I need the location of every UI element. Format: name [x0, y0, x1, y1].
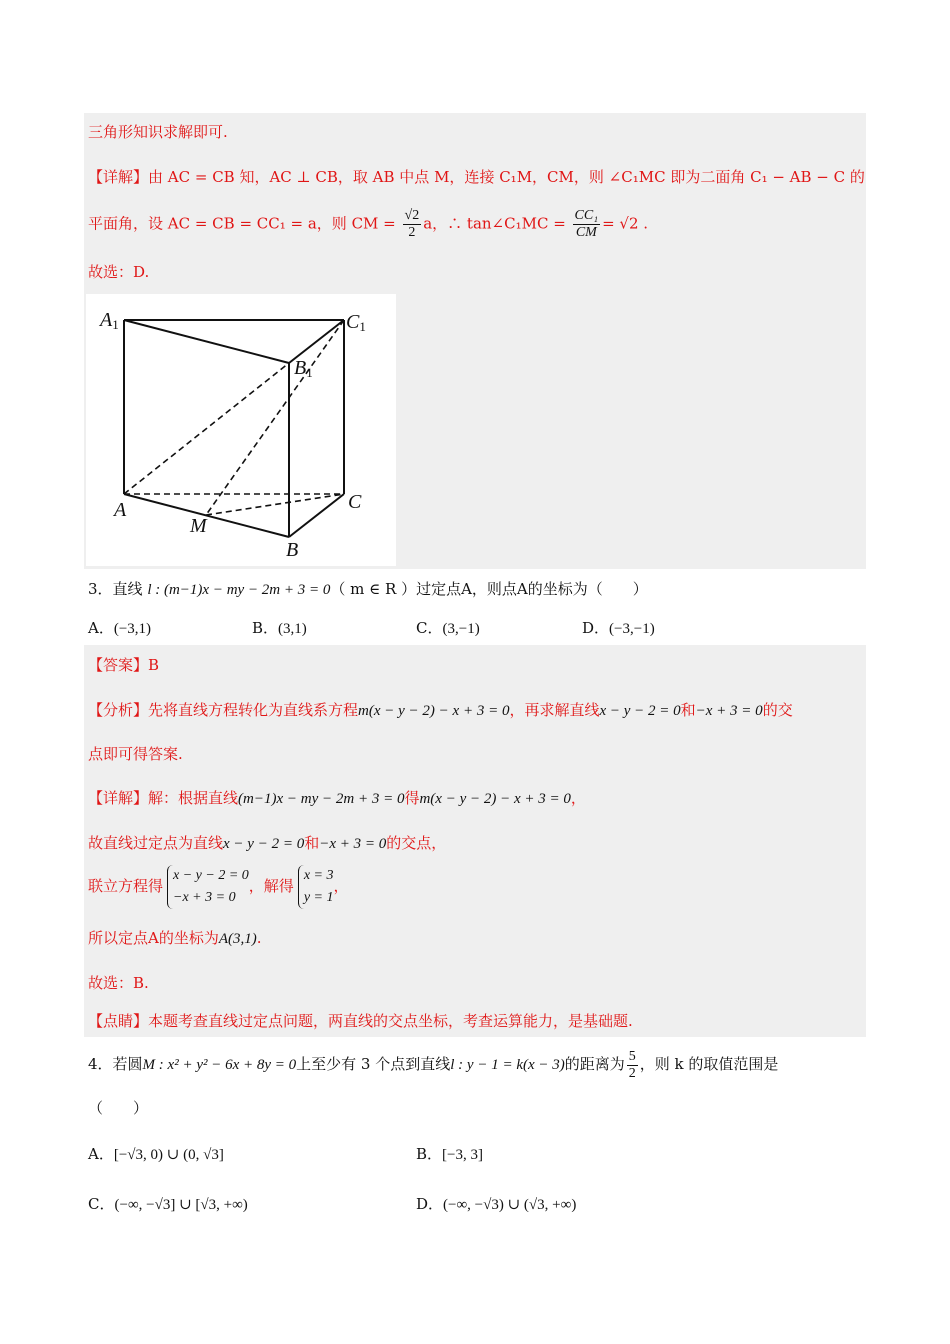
q3-detail-line2 — [88, 832, 446, 855]
q3-answer — [88, 654, 159, 676]
detail-text: 解：根据直线 — [148, 789, 239, 807]
q4-stem-text: （ ） — [88, 1099, 149, 1117]
system-row: y = 1 — [303, 890, 334, 905]
detail-text: 由 AC = CB 知，AC ⊥ CB，取 AB 中点 M，连接 C₁M，CM，则 ∠C₁MC 即为二面角 C₁ − AB − C 的 — [148, 168, 865, 186]
q3-option-d[interactable] — [582, 617, 655, 640]
option-label: B． — [252, 619, 279, 637]
detail-text: 得 — [404, 789, 420, 807]
fraction-numerator: √2 — [404, 208, 420, 223]
q3-analysis-line1 — [88, 699, 793, 722]
option-value: (−∞, −√3] ∪ [√3, +∞) — [114, 1197, 248, 1213]
analysis-math: −x + 3 = 0 — [695, 703, 763, 719]
q4-line-equation: l : y − 1 = k(x − 3) — [450, 1057, 565, 1073]
option-value: (−∞, −√3) ∪ (√3, +∞) — [443, 1197, 577, 1213]
fraction-denominator: CM — [575, 225, 597, 240]
analysis-text: 和 — [680, 701, 696, 719]
analysis-text: 先将直线方程转化为直线系方程 — [148, 701, 359, 719]
detail-text: ，解得 — [248, 877, 294, 895]
equation-system-1 — [167, 865, 249, 909]
detail-text: 和 — [304, 834, 320, 852]
q3-detail-line1 — [88, 787, 586, 810]
detail-tag: 【详解】 — [88, 168, 149, 186]
fraction-denominator: 2 — [408, 225, 416, 240]
q3-analysis-line2 — [88, 743, 183, 765]
q3-stem-c: （ m ∈ R ）过定点A，则点A的坐标为（ ） — [330, 580, 648, 598]
fraction — [403, 208, 422, 241]
option-value: [−√3, 0) ∪ (0, √3] — [113, 1147, 224, 1163]
q3-option-b[interactable] — [252, 617, 307, 640]
q3-stem — [88, 578, 648, 601]
analysis-text: 的交 — [762, 701, 793, 719]
answer-value: B — [148, 656, 160, 674]
solution-text-line — [88, 121, 228, 143]
q3-comment — [88, 1010, 633, 1032]
detail-text: a，∴ tan∠C₁MC = — [423, 214, 571, 233]
fraction-numerator: CC₁ — [574, 208, 599, 223]
label-m: M — [190, 515, 207, 537]
q4-option-d[interactable] — [416, 1193, 576, 1216]
q4-stem-line1 — [88, 1044, 778, 1085]
label-a: A — [114, 499, 127, 521]
q3-option-a[interactable] — [88, 617, 151, 640]
detail-text: ， — [333, 877, 349, 895]
detail-text: = √2 . — [602, 214, 649, 233]
q4-circle-equation: M : x² + y² − 6x + 8y = 0 — [142, 1057, 297, 1073]
comment-tag: 【点睛】 — [88, 1012, 149, 1030]
option-label: C． — [88, 1195, 115, 1213]
analysis-text: 点即可得答案. — [88, 745, 183, 763]
fraction-denominator: 2 — [628, 1065, 636, 1081]
solution-detail-line2 — [88, 208, 648, 241]
q4-stem-line2 — [88, 1097, 148, 1119]
detail-tag: 【详解】 — [88, 789, 149, 807]
label-b: B — [286, 539, 299, 561]
choice-text: 故选：D. — [88, 263, 150, 281]
q3-choice — [88, 972, 149, 994]
option-label: C． — [416, 619, 443, 637]
q4-option-b[interactable] — [416, 1143, 483, 1166]
fraction — [627, 1049, 638, 1082]
option-label: A． — [88, 619, 114, 637]
option-value: (−3,−1) — [609, 621, 655, 637]
q4-option-a[interactable] — [88, 1143, 224, 1166]
detail-text: ， — [570, 789, 586, 807]
detail-math: (m−1)x − my − 2m + 3 = 0 — [238, 791, 405, 807]
detail-text: 所以定点A的坐标为 — [88, 929, 219, 947]
option-value: (3,−1) — [442, 621, 480, 637]
answer-tag: 【答案】 — [88, 656, 149, 674]
option-value: (3,1) — [278, 621, 307, 637]
option-label: D． — [416, 1195, 444, 1213]
q4-stem-text: 4．若圆 — [88, 1055, 143, 1073]
system-row: −x + 3 = 0 — [173, 890, 236, 905]
detail-text: . — [256, 929, 262, 947]
analysis-math: m(x − y − 2) − x + 3 = 0 — [358, 703, 510, 719]
q3-stem-a: 3．直线 — [88, 580, 148, 598]
q3-equation: l : (m−1)x − my − 2m + 3 = 0 — [147, 582, 331, 598]
option-value: (−3,1) — [113, 621, 152, 637]
q4-stem-text: ，则 k 的取值范围是 — [639, 1055, 779, 1073]
detail-math: x − y − 2 = 0 — [223, 836, 305, 852]
detail-text: 平面角，设 AC = CB = CC₁ = a，则 CM = — [88, 214, 401, 233]
q4-stem-text: 上至少有 3 个点到直线 — [296, 1055, 451, 1073]
solution-choice — [88, 261, 149, 283]
label-b1: B1 — [294, 357, 313, 380]
prism-figure — [86, 294, 396, 566]
label-c1: C1 — [346, 311, 366, 334]
detail-text: 联立方程得 — [88, 877, 164, 895]
q4-option-c[interactable] — [88, 1193, 248, 1216]
q3-detail-line3 — [88, 862, 349, 910]
option-label: A． — [88, 1145, 114, 1163]
detail-math: −x + 3 = 0 — [319, 836, 387, 852]
detail-text: 故直线过定点为直线 — [88, 834, 224, 852]
analysis-text: ，再求解直线 — [509, 701, 600, 719]
q4-stem-text: 的距离为 — [564, 1055, 625, 1073]
edge-m-c-dashed — [206, 494, 344, 515]
label-c: C — [348, 491, 362, 513]
option-value: [−3, 3] — [442, 1147, 483, 1163]
system-row: x − y − 2 = 0 — [173, 868, 249, 883]
solution-detail-line1 — [88, 166, 865, 188]
edge-a-b1-dashed — [124, 363, 289, 494]
option-label: D． — [582, 619, 610, 637]
choice-text: 故选：B. — [88, 974, 149, 992]
fraction-numerator: 5 — [628, 1048, 636, 1064]
edge-c1-m-dashed — [206, 320, 344, 515]
equation-system-2 — [298, 865, 334, 909]
option-label: B． — [416, 1145, 443, 1163]
prism-diagram — [86, 294, 396, 566]
analysis-math: x − y − 2 = 0 — [599, 703, 681, 719]
detail-math: A(3,1) — [218, 931, 257, 947]
q3-option-c[interactable] — [416, 617, 480, 640]
system-row: x = 3 — [303, 868, 334, 883]
comment-text: 本题考查直线过定点问题，两直线的交点坐标，考查运算能力，是基础题. — [148, 1012, 633, 1030]
detail-math: m(x − y − 2) − x + 3 = 0 — [419, 791, 571, 807]
detail-text: 的交点， — [386, 834, 447, 852]
analysis-tag: 【分析】 — [88, 701, 149, 719]
fraction — [573, 208, 601, 241]
label-a1: A1 — [100, 309, 119, 332]
edge-a1-b1 — [124, 320, 289, 363]
q3-detail-line4 — [88, 927, 262, 950]
solution-line0: 三角形知识求解即可. — [88, 123, 228, 141]
